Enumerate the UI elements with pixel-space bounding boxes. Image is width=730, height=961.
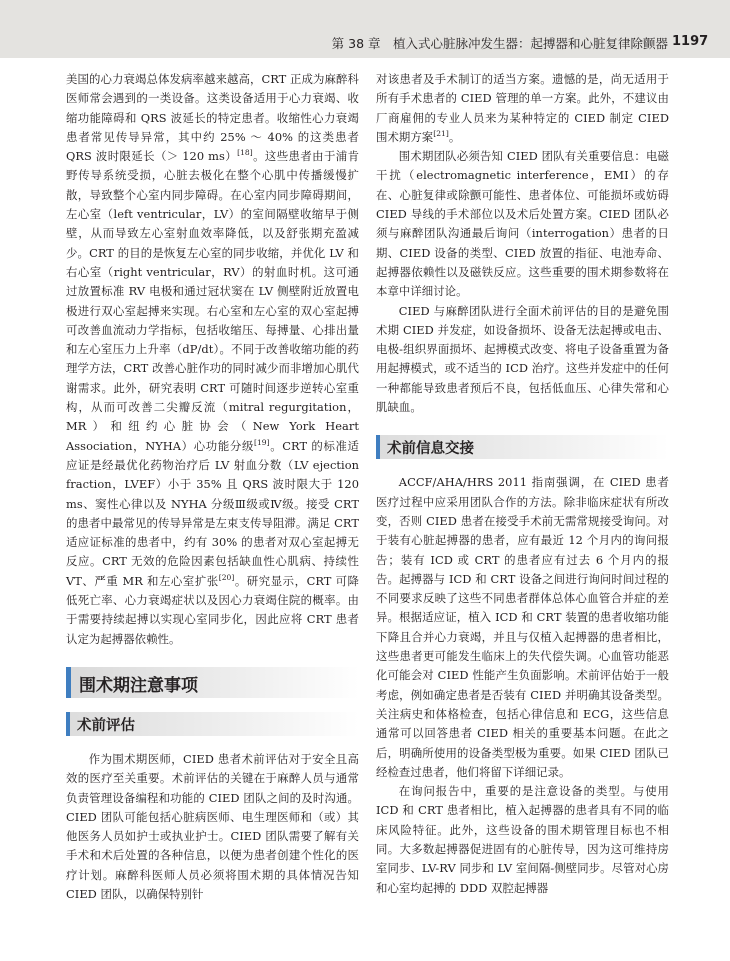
- subsection-heading: [376, 435, 669, 459]
- heading-accent-bar: [66, 667, 71, 698]
- paragraph-text: 对该患者及手术制订的适当方案。遗憾的是，尚无适用于所有手术患者的 CIED 管理的单一方案。此外，不建议由厂商雇佣的专业人员来为某种特定的 CIED 制定 CIED 围术期方案: [376, 72, 669, 144]
- subsection-heading-text: 术前评估: [77, 717, 135, 734]
- running-header-chapter-title: 第 38 章 植入式心脏脉冲发生器：起搏器和心脏复律除颤器: [331, 36, 668, 51]
- page-number: 1197: [672, 34, 709, 49]
- citation: [20]: [218, 572, 235, 582]
- body-paragraph: 围术期团队必须告知 CIED 团队有关重要信息：电磁干扰（electromagnetic interference，EMI）的存在、心脏复律或除颤可能性、患者体位、可能损坏或妨碍 CIED 导线的手术部位以及术后处置方案。CIED 团队必须与麻醉团队沟通最后询问（interrogation）患者的日期、CIED 设备的类型、CIED 放置的指征、电池寿命、起搏器依赖性以及磁铁反应。这些重要的围术期参数将在本章中详细讨论。: [376, 149, 669, 299]
- heading-accent-bar: [376, 435, 380, 459]
- body-paragraph: 作为围术期医师，CIED 患者术前评估对于安全且高效的医疗至关重要。术前评估的关键在于麻醉人员与通常负责管理设备编程和功能的 CIED 团队之间的及时沟通。CIED 团队可能包括心脏病医师、电生理医师和（或）其他医务人员如护士或执业护士。CIED 团队需要了解有关手术和术后处置的各种信息，以便为患者创建个性化的医疗计划。麻醉科医师人员必须将围术期的具体情况告知 CIED 团队，以确保特别针: [66, 751, 359, 901]
- section-heading-text: 围术期注意事项: [79, 675, 198, 696]
- paragraph-text: 。这些患者由于浦肯野传导系统受损，心脏去极化在整个心肌中传播缓慢扩散，导致整个心室内同步障碍。在心室内同步障碍期间，左心室（left ventricular，LV）的室间隔壁收缩早于侧壁，从而导致左心室射血效率降低，以及舒张期充盈减少。CRT 的目的是恢复左心室的同步收缩，并优化 LV 和右心室（right ventricular，RV）的射血时机。这可通过放置标准 RV 电极和通过冠状窦在 LV 侧壁附近放置电极进行双心室起搏来实现。右心室和左心室的双心室起搏可改善血流动力学指标，包括收缩压、每搏量、心排出量和左心室压力上升率（dP/dt）。不同于改善收缩功能的药理学方法，CRT 改善心脏作功的同时减少而非增加心肌代谢需求。此外，研究表明 CRT 可随时间逐步逆转心室重构，从而可改善二尖瓣反流（mitral regurgitation，MR）和纽约心脏协会（New York Heart Association，NYHA）心功能分级: [66, 149, 360, 453]
- subsection-heading: [66, 712, 359, 736]
- paragraph-text: 美国的心力衰竭总体发病率越来越高，CRT 正成为麻醉科医师常会遇到的一类设备。这类设备适用于心力衰竭、收缩功能障碍和 QRS 波延长的特定患者。收缩性心力衰竭患者常见传导异常，其中约 25% ～ 40% 的这类患者 QRS 波时限延长（＞ 120 ms）: [66, 72, 359, 164]
- body-paragraph: [66, 70, 359, 649]
- citation: [19]: [254, 437, 270, 447]
- section-heading: [66, 667, 359, 698]
- body-paragraph: 在询问报告中，重要的是注意设备的类型。与使用 ICD 和 CRT 患者相比，植入起搏器的患者具有不同的临床风险特征。此外，这些设备的围术期管理目标也不相同。大多数起搏器促进固有的心脏传导，因为这可维持房室同步、LV-RV 同步和 LV 室间隔-侧壁同步。尽管对心房和心室均起搏的 DDD 双腔起搏器: [376, 784, 669, 895]
- left-column: [66, 70, 359, 904]
- citation: [21]: [433, 129, 449, 139]
- body-paragraph: CIED 与麻醉团队进行全面术前评估的目的是避免围术期 CIED 并发症，如设备损坏、设备无法起搏或电击、电极-组织界面损坏、起搏模式改变、将电子设备重置为备用起搏模式，或不适当的 ICD 治疗。这些并发症中的任何一种都能导致患者预后不良，包括低血压、心律失常和心肌缺血。: [376, 303, 669, 415]
- body-paragraph: [376, 70, 669, 147]
- paragraph-text: 。CRT 的标准适应证是经最优化药物治疗后 LV 射血分数（LV ejection fraction，LVEF）小于 35% 且 QRS 波时限大于 120 ms、窦性心律以及 NYHA 分级Ⅲ级或Ⅳ级。接受 CRT 的患者中最常见的传导异常是左束支传导阻滞。满足 CRT 适应证标准的患者中，约有 30% 的患者对双心室起搏无反应。CRT 无效的危险因素包括缺血性心肌病、持续性 VT、严重 MR 和左心室扩张: [66, 438, 359, 588]
- right-column: [376, 70, 669, 898]
- subsection-heading-text: 术前信息交接: [387, 441, 474, 458]
- paragraph-text: 。: [448, 129, 461, 144]
- citation: [18]: [237, 148, 253, 158]
- page-header: [0, 0, 730, 58]
- paragraph-text: 。研究显示，CRT 可降低死亡率、心力衰竭症状以及因心力衰竭住院的概率。由于需要持续起搏以实现心室同步化，因此应将 CRT 患者认定为起搏器依赖性。: [66, 573, 359, 646]
- heading-accent-bar: [66, 712, 70, 736]
- body-paragraph: ACCF/AHA/HRS 2011 指南强调，在 CIED 患者医疗过程中应采用团队合作的方法。除非临床症状有所改变，否则 CIED 患者在接受手术前无需常规接受询问。对于装有心脏起搏器的患者，应有最近 12 个月内的询问报告；装有 ICD 或 CRT 的患者应有过去 6 个月内的报告。起搏器与 ICD 和 CRT 设备之间进行询问时间过程的不同要求反映了这些不同患者群体总体心血管合并症的差异。根据适应证，植入 ICD 和 CRT 装置的患者收缩功能下降且合并心力衰竭，并且与仅植入起搏器的患者相比，这些患者更可能发生临床上的失代偿失调。心血管功能恶化可能会对 CIED 性能产生负面影响。术前评估始于一般考虑，例如确定患者是否装有 CIED 并明确其设备类型。关注病史和体格检查，包括心律信息和 ECG，这些信息通常可以回答患者 CIED 相关的重要基本问题。在此之后，明确所使用的设备类型极为重要。如果 CIED 团队已经检查过患者，他们将留下详细记录。: [376, 475, 669, 779]
